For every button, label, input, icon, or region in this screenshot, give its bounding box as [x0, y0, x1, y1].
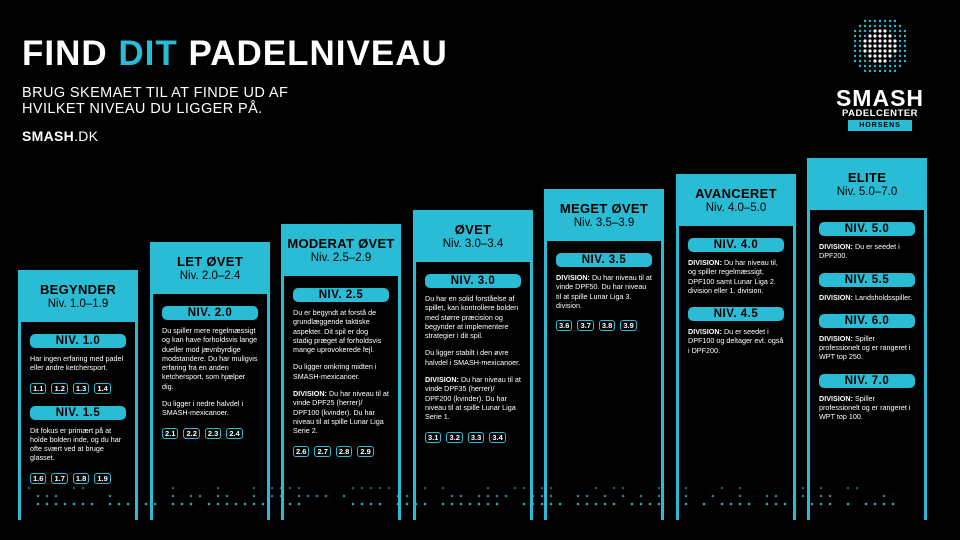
column-body: [544, 241, 664, 520]
level-pill: NIV. 6.0: [819, 314, 915, 328]
sublevel-chip[interactable]: 3.6: [556, 320, 572, 331]
sublevel-chip[interactable]: 2.8: [336, 446, 352, 457]
sublevel-chip[interactable]: 2.1: [162, 428, 178, 439]
column-header: [544, 189, 664, 241]
subtitle: BRUG SKEMAET TIL AT FINDE UD AF HVILKET NIVEAU DU LIGGER PÅ.: [22, 85, 289, 117]
level-description: Dit fokus er primært på at holde bolden inde, og du har ofte svært ved at bruge glasset.: [30, 425, 122, 463]
level-pill: NIV. 1.5: [30, 406, 126, 420]
column-header: [413, 210, 533, 262]
sublevel-chip[interactable]: 1.1: [30, 383, 46, 394]
column-header: [150, 242, 270, 294]
level-pill: NIV. 2.0: [162, 306, 258, 320]
sublevel-chips: [416, 432, 530, 443]
website-link[interactable]: SMASH.DK: [22, 128, 99, 144]
sublevel-chip[interactable]: 2.7: [314, 446, 330, 457]
sublevel-chip[interactable]: 1.7: [51, 473, 67, 484]
division-description: DIVISION: Du har niveau til at vinde DPF25 (herrer)/ DPF100 (kvinder). Du har niveau til at spille Lunar Liga Serie 2.: [293, 389, 389, 436]
logo-sub: PADELCENTER: [841, 108, 919, 119]
sublevel-chips: [547, 320, 661, 331]
column-range: Niv. 2.5–2.9: [310, 252, 372, 264]
level-column-6: [807, 158, 927, 520]
title-highlight: DIT: [118, 34, 178, 73]
column-name: ØVET: [454, 222, 492, 237]
mexicano-description: Du ligger omkring midten i SMASH-mexicanoer.: [293, 362, 377, 381]
sublevel-chips: [21, 383, 135, 394]
column-body: [807, 210, 927, 520]
level-column-3: [413, 210, 533, 520]
sublevel-chip[interactable]: 1.4: [94, 383, 110, 394]
level-description: Du spiller mere regelmæssigt og kan have forholdsvis lange dueller mod jævnbyrdige modstandere. Du har muligvis erfaring fra en anden ketchersport, som hjælper dig.: [162, 326, 258, 391]
sublevel-chips: [153, 428, 267, 439]
column-range: Niv. 2.0–2.4: [179, 270, 241, 282]
sublevel-chip[interactable]: 2.9: [357, 446, 373, 457]
dot-globe-icon: [848, 14, 912, 78]
column-header: [18, 270, 138, 322]
level-column-4: [544, 189, 664, 520]
division-description: DIVISION: Du er seedet i DPF100 og deltager evt. også i DPF200.: [688, 327, 784, 355]
level-pill: NIV. 1.0: [30, 334, 126, 348]
decorative-dots: [18, 480, 898, 510]
division-description: DIVISION: Spiller professionelt og er rangeret i WPT top 100.: [819, 393, 911, 422]
column-range: Niv. 1.0–1.9: [47, 298, 109, 310]
level-pill: NIV. 4.5: [688, 307, 784, 321]
division-description: DIVISION: Spiller professionelt og er rangeret i WPT top 250.: [819, 333, 911, 362]
column-name: MEGET ØVET: [559, 201, 649, 216]
logo-city: HORSENS: [848, 120, 912, 131]
column-header: [676, 174, 796, 226]
division-description: DIVISION: Du har niveau til at vinde DPF50. Du har niveau til at spille Lunar Liga 3. division.: [556, 273, 652, 310]
column-name: ELITE: [847, 170, 887, 185]
sublevel-chip[interactable]: 3.1: [425, 432, 441, 443]
mexicano-description: Du ligger i nedre halvdel i SMASH-mexicanoer.: [162, 399, 244, 418]
level-description: Har ingen erfaring med padel eller andre ketchersport.: [30, 354, 124, 373]
sublevel-chip[interactable]: 3.8: [599, 320, 615, 331]
division-description: DIVISION: Landsholdsspiller.: [819, 292, 913, 302]
level-pill: NIV. 4.0: [688, 238, 784, 252]
smash-logo: [818, 14, 942, 129]
page-title: FIND DIT PADELNIVEAU: [22, 34, 448, 73]
column-range: Niv. 5.0–7.0: [836, 186, 898, 198]
level-pill: NIV. 3.0: [425, 274, 521, 288]
column-header: [281, 224, 401, 276]
column-body: [676, 226, 796, 520]
sublevel-chip[interactable]: 3.2: [446, 432, 462, 443]
sublevel-chip[interactable]: 3.7: [577, 320, 593, 331]
mexicano-description: Du ligger stabilt i den øvre halvdel i SMASH-mexicanoer.: [425, 348, 521, 367]
column-name: LET ØVET: [177, 254, 243, 269]
level-description: Du har en solid forståelse af spillet, kan kontrollere bolden med større præcision og begynder at implementere strategier i dit spil.: [425, 294, 519, 341]
sublevel-chip[interactable]: 2.6: [293, 446, 309, 457]
column-name: BEGYNDER: [39, 282, 117, 297]
column-range: Niv. 4.0–5.0: [705, 202, 767, 214]
column-range: Niv. 3.0–3.4: [442, 238, 504, 250]
column-name: AVANCERET: [695, 186, 777, 201]
column-name: MODERAT ØVET: [287, 236, 395, 251]
level-column-2: [281, 224, 401, 520]
level-pill: NIV. 5.0: [819, 222, 915, 236]
sublevel-chip[interactable]: 1.6: [30, 473, 46, 484]
division-description: DIVISION: Du har niveau til, og spiller regelmæssigt, DPF100 samt Lunar Liga 2. division eller 1. division.: [688, 258, 778, 295]
level-pill: NIV. 3.5: [556, 253, 652, 267]
level-pill: NIV. 2.5: [293, 288, 389, 302]
division-description: DIVISION: Du er seedet i DPF200.: [819, 242, 900, 261]
column-range: Niv. 3.5–3.9: [573, 217, 635, 229]
sublevel-chip[interactable]: 1.2: [51, 383, 67, 394]
column-header: [807, 158, 927, 210]
sublevel-chips: [284, 446, 398, 457]
level-column-1: [150, 242, 270, 520]
sublevel-chip[interactable]: 1.3: [73, 383, 89, 394]
division-description: DIVISION: Du har niveau til at vinde DPF35 (herrer)/ DPF200 (kvinder). Du har niveau til at spille Lunar Liga Serie 1.: [425, 375, 521, 422]
level-column-5: [676, 174, 796, 520]
sublevel-chip[interactable]: 3.9: [620, 320, 636, 331]
level-pill: NIV. 7.0: [819, 374, 915, 388]
sublevel-chip[interactable]: 2.2: [183, 428, 199, 439]
level-description: Du er begyndt at forstå de grundlæggende taktiske aspekter. Dit spil er dog stadig præget af forholdsvis mange uprovokerede fejl.: [293, 308, 382, 355]
sublevel-chip[interactable]: 1.8: [73, 473, 89, 484]
sublevel-chip[interactable]: 3.4: [489, 432, 505, 443]
level-pill: NIV. 5.5: [819, 273, 915, 287]
sublevel-chip[interactable]: 2.3: [205, 428, 221, 439]
logo-brand: SMASH: [835, 85, 925, 111]
sublevel-chip[interactable]: 1.9: [94, 473, 110, 484]
sublevel-chip[interactable]: 3.3: [468, 432, 484, 443]
sublevel-chip[interactable]: 2.4: [226, 428, 242, 439]
